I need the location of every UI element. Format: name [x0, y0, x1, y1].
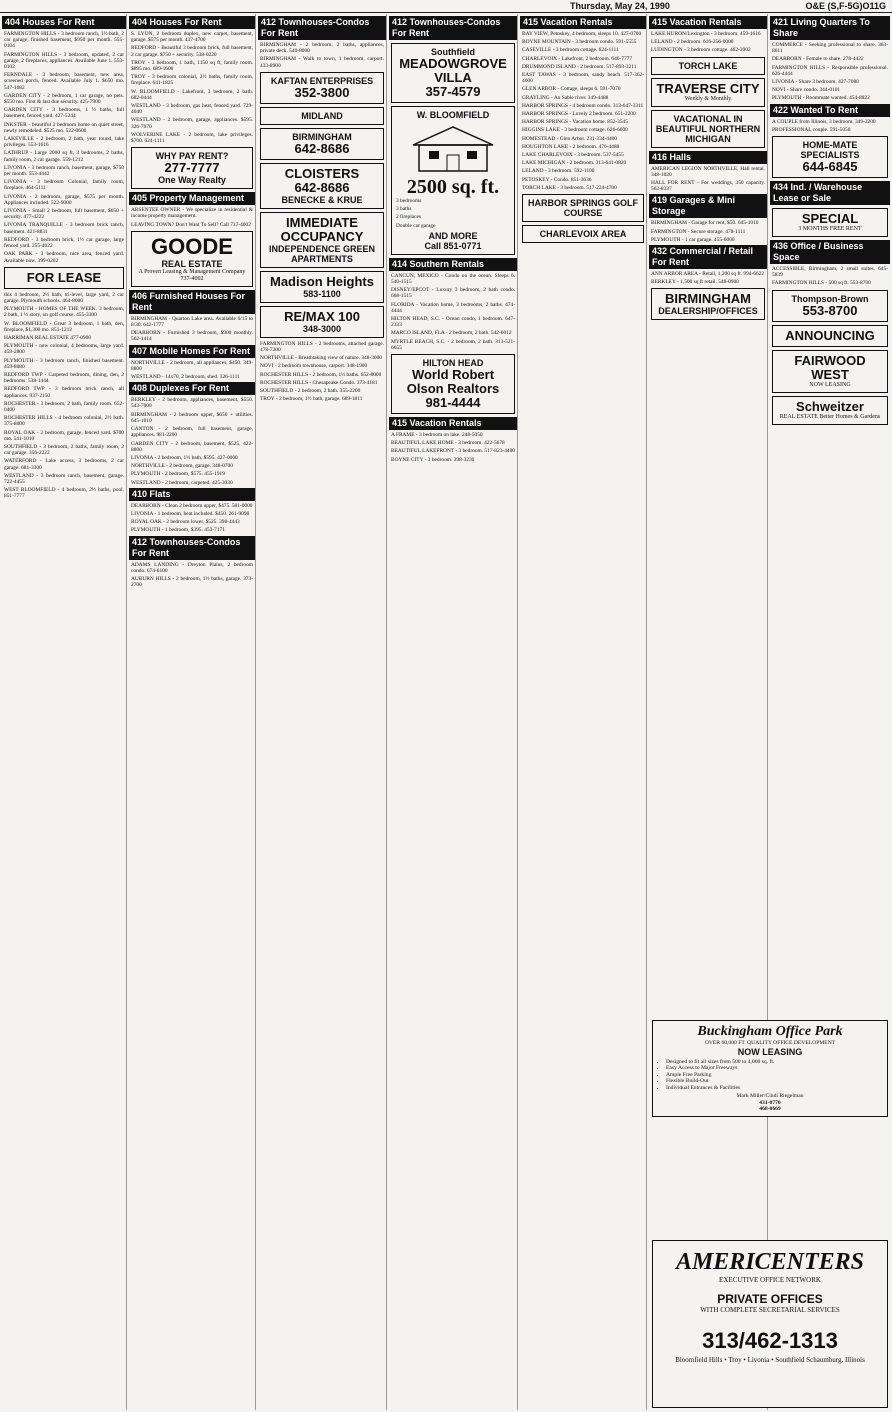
ad-list	[129, 316, 255, 343]
classified-ad: INKSTER - beautiful 3 bedroom home on quiet street, newly remodeled. $525 mo. 522-0600	[4, 121, 124, 134]
midland-ad	[260, 107, 384, 125]
world-phone: 981-4444	[425, 395, 481, 411]
section-heading: 414 Southern Rentals	[389, 258, 517, 271]
announcing-title: ANNOUNCING	[785, 327, 875, 343]
classified-ad: W. BLOOMFIELD - Great 3 bedroom, 1 bath, den, fireplace, $1,300 mo. 851-1212	[4, 320, 124, 333]
classified-ad: PLYMOUTH - new colonial, 4 bedrooms, large yard. 459-2800	[4, 343, 124, 356]
classified-ad: NOVI - 2 bedroom townhouse, carport. 348-1900	[260, 363, 368, 370]
feature-list	[394, 198, 512, 229]
classified-ad: Double car garage	[396, 222, 436, 229]
section-heading: 404 Houses For Rent	[2, 16, 126, 29]
ad-list	[2, 31, 126, 264]
classified-ad: LAKE CHARLEVOIX - 3 bedroom. 537-5455	[522, 152, 624, 159]
section-heading: 404 Houses For Rent	[129, 16, 255, 29]
classified-ad: LIVONIA - 2 bedroom, 1½ bath, $595. 427-0000	[131, 454, 238, 461]
ad-list	[2, 292, 126, 500]
bloomfield-label: W. BLOOMFIELD	[416, 110, 490, 120]
classified-ad: BOYNE MOUNTAIN - 3 bedroom condo. 591-5555	[522, 39, 637, 46]
special-title: SPECIAL	[801, 211, 859, 227]
birm-note: BIRMINGHAM	[665, 291, 751, 307]
section-heading: 415 Vacation Rentals	[649, 16, 767, 29]
page-folio: O&E (S,F-5G)O11G	[805, 1, 886, 11]
classified-ad: WESTLAND - 2 bedroom, garage, appliances. $595. 326-7070	[131, 117, 253, 130]
classified-ad: GRAYLING - Au Sable river. 349-4488	[522, 94, 609, 101]
classified-ad: HILTON HEAD, S.C. - Ocean condo, 1 bedroom. 647-2333	[391, 316, 515, 329]
independence-green: INDEPENDENCE GREEN APARTMENTS	[268, 243, 376, 264]
column-3	[258, 14, 387, 1410]
classified-ad: this 4 bedroom, 2½ bath, tri-level, large yard, 2 car garage. Plymouth schools. 464-8080	[4, 291, 124, 304]
charlevoix-ad	[522, 225, 644, 243]
classified-ad: TORCH LAKE - 3 bedroom. 517-224-4700	[522, 184, 617, 191]
classified-ad: FARMINGTON HILLS - 500 sq ft. 553-8700	[772, 280, 871, 287]
section-heading: 412 Townhouses-Condos For Rent	[389, 16, 517, 40]
birmingham-title: BIRMINGHAM	[292, 131, 352, 142]
buckingham-sub: OVER 60,000 FT. QUALITY OFFICE DEVELOPMENT	[704, 1040, 836, 1046]
ad-list	[129, 503, 255, 534]
bullet-item: • Individual Entrances & Facilities	[666, 1085, 884, 1092]
classified-ad: LELAND - 3 bedroom. 592-1100	[522, 168, 595, 175]
why-pay-rent-phone: 277-7777	[164, 160, 220, 176]
classified-ad: BIRMINGHAM - Walk to town, 1 bedroom, carport. 433-8900	[260, 56, 384, 69]
one-way-realty: One Way Realty	[158, 175, 226, 186]
ad-list	[129, 562, 255, 589]
column-2	[129, 14, 256, 1410]
section-heading: 436 Office / Business Space	[770, 240, 890, 264]
classified-ad: BIRMINGHAM - 2 bedroom, 2 baths, appliances, private deck. 540-8000	[260, 42, 384, 55]
classified-ad: LIVONIA - 3 bedroom ranch, basement, garage, $750 per month. 553-4442	[4, 164, 124, 178]
classified-ad: FARMINGTON HILLS - 3 bedroom, updated, 2 car garage, 2 fireplaces, appliances. Available June 1. 553-0102	[4, 51, 124, 71]
column-4	[389, 14, 518, 1410]
classified-ad: HARBOR SPRINGS - Lovely 2 bedroom. 651-2200	[522, 111, 636, 118]
why-pay-rent-ad	[131, 147, 253, 189]
cloisters-phone: 642-8686	[294, 179, 350, 195]
classified-ad: BEAUTIFUL LAKEFRONT - 3 bedroom. 517-823-4400	[391, 448, 515, 455]
kaftan-ad	[260, 72, 384, 104]
classified-ad: LIVONIA - 2 bedroom, garage, $575 per month. Appliances included. 522-9000	[4, 193, 124, 206]
classified-ad: HALL FOR RENT - For weddings, 350 capacity. 562-8337	[651, 180, 765, 193]
schweitzer-sub: REAL ESTATE Better Homes & Gardens	[779, 413, 881, 420]
classified-ad: LIVONIA - 1 bedroom, heat included. $450. 261-9090	[131, 510, 250, 517]
immediate-occupancy-ad	[260, 212, 384, 268]
classified-ad: FARMINGTON - Secure storage. 478-1111	[651, 228, 746, 235]
classified-ad: PLYMOUTH - 1 bedroom, $395. 453-7171	[131, 527, 225, 534]
ad-list	[258, 341, 386, 403]
classified-ad: CHARLEVOIX - Lakefront, 2 bedroom. 646-7777	[522, 55, 633, 62]
thompson-brown-ad	[772, 290, 888, 322]
ad-list	[649, 166, 767, 193]
ad-list	[129, 207, 255, 228]
traverse-title: TRAVERSE CITY	[656, 80, 760, 96]
ad-list	[649, 271, 767, 285]
classified-ad: PLYMOUTH - Roommate wanted. 454-8822	[772, 95, 870, 102]
classified-ad: FERNDALE - 3 bedroom, basement, new area, screened porch, fenced. Available July 1. $650 mo. 547-1082	[4, 72, 124, 91]
classified-ad: WESTLAND - 3 bedroom ranch, basement, garage. 722-4455	[4, 472, 124, 485]
classified-ad: FARMINGTON HILLS - 3 bedroom ranch, 1½ bath, 2 car garage, finished basement, $950 per month. 555-0104	[4, 31, 124, 50]
classified-ad: ABSENTEE OWNER - We specialize in residential & income property management.	[131, 207, 253, 220]
classified-ad: ROYAL OAK - 2 bedroom, garage, fenced yard. $700 mo. 541-1010	[4, 429, 124, 442]
classified-ad: S. LYON, 2 bedroom duplex, new carpet, basement, garage. $575 per month. 437-4700	[131, 31, 253, 44]
section-heading: 415 Vacation Rentals	[520, 16, 646, 29]
southfield-label: Southfield	[431, 47, 475, 57]
classified-ad: NORTHVILLE - 2 bedroom, all appliances, $450. 349-8800	[131, 359, 253, 372]
bullet-item: • Designed to fit all sizes from 500 to 4,000 sq. ft.	[666, 1059, 884, 1066]
ad-list	[389, 273, 517, 351]
classified-ad: TROY - 3 bedroom, 1 bath, 1150 sq ft, family room. $895 mo. 689-1600	[131, 59, 253, 73]
issue-date: Thursday, May 24, 1990	[570, 1, 670, 11]
classified-ad: W. BLOOMFIELD - Lakefront, 3 bedroom, 2 bath. 682-0444	[131, 88, 253, 101]
classified-ad: ROCHESTER HILLS - Chesapeake Condo. 373-4181	[260, 379, 378, 386]
americenters-headline: PRIVATE OFFICES	[717, 1292, 823, 1306]
classified-ad: WATERFORD - Lake access, 3 bedrooms, 2 car garage. 681-3300	[4, 458, 124, 471]
buckingham-phone: 431-0770	[759, 1099, 781, 1106]
classified-ad: GLEN ARBOR - Cottage, sleeps 6. 591-7070	[522, 86, 621, 93]
classified-ad: ROCHESTER HILLS - 2 bedroom, 1½ baths. 652-8000	[260, 371, 382, 378]
cloisters-title: CLOISTERS	[284, 165, 360, 181]
kaftan-title: KAFTAN ENTERPRISES	[270, 75, 374, 86]
section-heading: 407 Mobile Homes For Rent	[129, 345, 255, 358]
classified-ad: REDFORD TWP - Carpeted bedroom, dining, den, 2 bedrooms. 538-1444	[4, 371, 124, 385]
cloisters-ad	[260, 163, 384, 209]
classified-ad: 2 fireplaces	[396, 214, 421, 221]
buckingham-contact: Mark Miller/Cindi Riegelman	[736, 1093, 804, 1100]
and-more: AND MORE	[428, 230, 478, 241]
classified-ad: LEAVING TOWN? Don't Want To Sell? Call 737-4002	[131, 221, 251, 228]
classified-ad: CANTON - 2 bedroom, full basement, garage, appliances. 981-2200	[131, 426, 253, 439]
buckingham-title: Buckingham Office Park	[697, 1024, 843, 1039]
classified-ad: WOLVERINE LAKE - 2 bedroom, lake privileges. $700. 624-1111	[131, 131, 253, 145]
classified-ad: A FRAME - 3 bedroom on lake. 248-5050	[391, 432, 483, 439]
why-pay-rent-title: WHY PAY RENT?	[155, 151, 229, 162]
classified-ad: PLYMOUTH - 3 bedroom ranch, finished basement. 459-8080	[4, 357, 124, 370]
classified-ad: ACCESSIBLE, Birmingham, 2 small suites. 645-5839	[772, 266, 888, 279]
classified-ad: LAKE HURON/Lexington - 3 bedroom. 459-1616	[651, 31, 761, 37]
buckingham-phone-2: 468-0669	[759, 1106, 781, 1113]
meadowgrove-ad	[391, 43, 515, 103]
classified-ad: LATHRUP - Large 2000 sq ft, 3 bedrooms, 2 baths, family room, 2 car garage. 559-1212	[4, 150, 124, 163]
classified-ad: 3 bedrooms	[396, 198, 422, 204]
immediate-title: IMMEDIATE OCCUPANCY	[280, 214, 364, 244]
classified-ad: LIVONIA TRANQUILLE - 3 bedroom brick ranch, basement. 421-8831	[4, 222, 124, 235]
classified-ad: PLYMOUTH - HOMES OF THE WEEK. 3 bedroom, 2 bath, 1 ½ story, on golf course. 455-3300	[4, 306, 124, 319]
madison-title: Madison Heights	[269, 273, 374, 289]
masthead	[0, 0, 892, 13]
meadowgrove-title: MEADOWGROVE VILLA	[399, 56, 507, 85]
classified-ad: REDFORD TWP - 3 bedroom brick ranch, all appliances. 937-2150	[4, 386, 124, 399]
special-sub: 3 MONTHS FREE RENT	[798, 226, 862, 233]
section-heading: 432 Commercial / Retail For Rent	[649, 245, 767, 269]
section-heading: 410 Flats	[129, 488, 255, 501]
ad-list	[129, 360, 255, 381]
classified-ad: ANN ARBOR AREA - Retail, 1,200 sq ft. 994-6622	[651, 271, 765, 278]
classified-ad: EAST TAWAS - 3 bedroom, sandy beach. 517-362-4600	[522, 72, 644, 85]
americenters-logo: AMERICENTERS	[675, 1249, 865, 1275]
classified-ad: WESTLAND - 14x70, 2 bedroom, shed. 326-1111	[131, 374, 240, 381]
classified-ad: LUDINGTON - 3 bedroom cottage. 462-2002	[651, 47, 751, 54]
classified-ad: ROCHESTER - 3 bedroom, 2 bath, family room. 652-0400	[4, 400, 124, 413]
classified-ad: BIRMINGHAM - Garage for rent, $50. 645-1010	[651, 220, 759, 227]
ad-list	[770, 266, 890, 287]
classified-ad: HIGGINS LAKE - 3 bedroom cottage. 626-6600	[522, 127, 628, 134]
section-heading: 406 Furnished Houses For Rent	[129, 290, 255, 314]
classified-ad: BIRMINGHAM - Quarton Lake area. Available 6/15 to 8/30. 642-1777	[131, 315, 253, 329]
classified-ad: COMMERCE - Seeking professional to share. 363-8611	[772, 42, 888, 55]
bullet-item: • Easy Access to Major Freeways	[666, 1065, 884, 1072]
hilton-head-ad	[391, 354, 515, 414]
remax-title: RE/MAX 100	[284, 308, 360, 324]
section-heading: 408 Duplexes For Rent	[129, 382, 255, 395]
classified-ad: HARBOR SPRINGS - Vacation home. 852-3545	[522, 119, 628, 126]
goode-ad	[131, 231, 253, 287]
goode-logo: GOODE	[151, 233, 233, 259]
classified-ad: NORTHVILLE - Breathtaking view of nature. 348-3000	[260, 355, 382, 362]
classified-ad: BERKLEY - 2 bedroom, appliances, basement, $550. 543-7000	[131, 397, 253, 410]
classified-ad: FARMINGTON HILLS - 2 bedrooms, attached garage. 478-7200	[260, 340, 384, 354]
kaftan-phone: 352-3800	[294, 84, 350, 100]
classified-ad: PLYMOUTH - 2 bedroom, $575. 455-1919	[131, 471, 225, 478]
classified-ad: DEARBORN - Clean 2 bedroom upper, $475. 581-0000	[131, 502, 253, 509]
charlevoix-title: CHARLEVOIX AREA	[539, 229, 627, 240]
classified-ad: PETOSKEY - Condo. 851-3636	[522, 176, 592, 183]
classified-ad: CASEVILLE - 3 bedroom cottage. 624-1111	[522, 47, 619, 54]
classified-ad: BEAUTIFUL LAKE HOME - 3 bedroom. 422-5678	[391, 440, 505, 447]
for-lease-heading: FOR LEASE	[26, 269, 102, 285]
ad-list	[770, 42, 890, 102]
for-lease-box	[4, 267, 124, 289]
schweitzer-ad	[772, 396, 888, 425]
hilton-title: HILTON HEAD	[422, 358, 484, 369]
column-7	[770, 14, 890, 1410]
section-heading: 415 Vacation Rentals	[389, 417, 517, 430]
madison-heights-ad	[260, 271, 384, 303]
announcing-ad	[772, 325, 888, 347]
classified-ad: LAKEVILLE - 2 bedroom, 2 bath, year round, lake privileges. 553-1616	[4, 136, 124, 149]
classified-ad: BIRMINGHAM - 2 bedroom upper, $650 + utilities. 645-1010	[131, 411, 253, 424]
fairwood-title: FAIRWOOD WEST	[794, 352, 866, 382]
bullet-item: • Flexible Build-Out	[666, 1078, 884, 1085]
classified-ad: DRUMMOND ISLAND - 2 bedroom. 517-893-3211	[522, 63, 637, 70]
harbor-title: HARBOR SPRINGS GOLF COURSE	[527, 198, 638, 219]
classified-ad: BOYNE CITY - 3 bedroom. 398-3230	[391, 456, 475, 463]
classified-ad: FARMINGTON HILLS - Responsible professional. 626-4444	[772, 64, 888, 77]
americenters-sub: WITH COMPLETE SECRETARIAL SERVICES	[700, 1306, 840, 1314]
americenters-phone: 313/462-1313	[702, 1328, 838, 1353]
section-heading: 412 Townhouses-Condos For Rent	[129, 536, 255, 560]
classified-ad: LIVONIA - Small 2 bedroom, full basement, $650 + security. 477-4222	[4, 208, 124, 221]
classified-ad: HOUGHTON LAKE - 2 bedroom. 476-4488	[522, 143, 620, 150]
classified-ad: OAK PARK - 3 bedroom, nice area, fenced yard. Available now. 399-0202	[4, 251, 124, 264]
classified-ad: REDFORD - 3 bedroom brick, 1½ car garage, large fenced yard. 255-4022	[4, 236, 124, 250]
midland-title: MIDLAND	[301, 110, 343, 121]
vacational-title: VACATIONAL IN BEAUTIFUL NORTHERN MICHIGAN	[655, 113, 761, 144]
classified-ad: LAKE MICHIGAN - 2 bedroom. 313-641-0820	[522, 160, 627, 167]
remax-ad	[260, 306, 384, 338]
homemate-ad	[772, 136, 888, 178]
meadowgrove-phone: 357-4579	[425, 84, 481, 99]
classified-ad: DEARBORN - Female to share. 278-4422	[772, 56, 864, 63]
classified-ad: WESTLAND - 2 bedroom, carpeted. 425-3030	[131, 479, 233, 486]
ad-list	[520, 31, 646, 191]
homemate-phone: 644-6845	[802, 159, 858, 175]
classified-ad: HOMESTEAD - Glen Arbor. 231-334-4400	[522, 135, 618, 142]
schweitzer-title: Schweitzer	[796, 398, 864, 414]
classified-ad: LELAND - 2 bedroom. 616-256-0000	[651, 39, 734, 46]
classified-ad: A COUPLE from Illinois, 3 bedroom. 349-2200	[772, 118, 876, 125]
classified-ad: WESTLAND - 3 bedroom, gas heat, fenced yard. 729-4040	[131, 103, 253, 116]
classified-ad: FLORIDA - Vacation home, 3 bedrooms, 2 baths. 474-4444	[391, 301, 515, 314]
classified-ad: SOUTHFIELD - 2 bedroom, 2 bath. 355-2200	[260, 388, 361, 395]
classified-ad: LIVONIA - Share 3 bedroom. 427-7080	[772, 79, 859, 86]
classified-ad: WEST BLOOMFIELD - 4 bedroom, 2½ baths, pool. 851-7777	[4, 487, 124, 500]
classified-ad: HARBOR SPRINGS - 4 bedroom condo. 313-647-3311	[522, 102, 644, 109]
thompson-phone: 553-8700	[802, 302, 858, 318]
classified-ad: DEARBORN - Furnished 3 bedroom, $900 monthly. 562-1414	[131, 330, 253, 343]
classified-ad: AMERICAN LEGION NORTHVILLE, Hall rental. 348-1020	[651, 165, 765, 178]
section-heading: 412 Townhouses-Condos For Rent	[258, 16, 386, 40]
homemate-title: HOME-MATE SPECIALISTS	[800, 140, 860, 161]
birmingham-dealership-ad	[651, 288, 765, 320]
harbor-springs-ad	[522, 194, 644, 222]
americenters-ad	[652, 1240, 888, 1408]
ad-list	[770, 119, 890, 133]
torch-lake-ad	[651, 57, 765, 75]
traverse-sub: Weekly & Monthly	[684, 95, 732, 102]
ad-list	[129, 397, 255, 485]
classified-ad: ROYAL OAK - 2 bedroom lower, $525. 398-4443	[131, 519, 240, 526]
bullet-item: • Ample Free Parking	[666, 1072, 884, 1079]
classified-ad: LIVONIA - 3 bedroom Colonial, family room, fireplace. 464-5111	[4, 179, 124, 192]
classified-ad: MARCO ISLAND, FLA - 2 bedroom, 2 bath. 542-6012	[391, 330, 512, 337]
classified-ad: GARDEN CITY - 3 bedrooms, 1 ½ baths, full basement, fenced yard. 427-5244	[4, 107, 124, 120]
fairwood-ad	[772, 350, 888, 393]
classified-ad: SOUTHFIELD - 3 bedroom, 2 baths, family room, 2 car garage. 356-2222	[4, 443, 124, 457]
classified-ad: TROY - 3 bedroom colonial, 2½ baths, family room, fireplace. 641-1825	[131, 74, 253, 87]
call-phone: Call 851-0771	[424, 240, 482, 251]
classified-ad: MYRTLE BEACH, S.C. - 2 bedroom, 2 bath. 313-521-6655	[391, 338, 515, 351]
ad-list	[649, 31, 767, 54]
birmingham-ad	[260, 128, 384, 160]
ad-list	[649, 220, 767, 243]
section-heading: 419 Garages & Mini Storage	[649, 194, 767, 218]
goode-line: A Proven Leasing & Management Company 737-4002	[138, 268, 246, 282]
ad-list	[389, 432, 517, 463]
bloomfield-2500-ad	[391, 106, 515, 255]
ad-list	[129, 31, 255, 144]
section-heading: 421 Living Quarters To Share	[770, 16, 890, 40]
classified-ad: PROFESSIONAL couple. 591-5050	[772, 126, 851, 133]
traverse-city-ad	[651, 78, 765, 107]
northern-michigan-ad	[651, 110, 765, 148]
classified-ad: TROY - 2 bedroom, 1½ bath, garage. 689-1811	[260, 396, 363, 403]
classified-ad: ROCHESTER HILLS - 4 bedroom colonial, 2½ bath. 375-8000	[4, 415, 124, 428]
classified-ad: ADAMS LANDING - Dreyton Plains, 2 bedroom condo. 674-6100	[131, 561, 253, 574]
classified-ad: PLYMOUTH - 1 car garage. 455-6000	[651, 236, 735, 243]
column-6	[649, 14, 768, 1410]
column-1	[2, 14, 127, 1410]
classified-ad: GARDEN CITY - 2 bedroom, basement, $525. 422-8800	[131, 440, 253, 453]
column-5	[520, 14, 647, 1410]
americenters-tagline: EXECUTIVE OFFICE NETWORK	[719, 1276, 821, 1284]
special-ad	[772, 208, 888, 237]
classified-ad: AUBURN HILLS - 2 bedroom, 1½ baths, garage. 373-2700	[131, 575, 253, 589]
classified-ad: NORTHVILLE - 2 bedroom, garage. 348-0700	[131, 463, 233, 470]
buckingham-office-park-ad	[652, 1020, 888, 1117]
dealership-title: DEALERSHIP/OFFICES	[658, 306, 758, 317]
fairwood-sub: NOW LEASING	[809, 381, 851, 388]
classified-ad: 3 baths	[396, 206, 412, 213]
classified-ad: REDFORD - Beautiful 3 bedroom brick, full basement, 2 car garage. $750 + security. 538-0220	[131, 45, 253, 58]
section-heading: 405 Property Management	[129, 192, 255, 205]
madison-phone: 583-1100	[303, 288, 341, 299]
buckingham-bullets	[666, 1059, 884, 1092]
section-heading: 434 Ind. / Warehouse Lease or Sale	[770, 181, 890, 205]
goode-sub: REAL ESTATE	[161, 258, 223, 269]
classified-ad: NOVI - Share condo. 344-0101	[772, 87, 841, 94]
house-illustration	[403, 123, 503, 173]
buckingham-leasing: NOW LEASING	[737, 1046, 803, 1057]
ad-list	[258, 42, 386, 69]
section-heading: 416 Halls	[649, 151, 767, 164]
square-footage: 2500 sq. ft.	[406, 176, 500, 198]
classified-ad: CANCUN, MEXICO - Condo on the ocean. Sleeps 6. 540-1515	[391, 272, 515, 286]
americenters-locations: Bloomfield Hills • Troy • Livonia • Southfield Schaumburg, Illinois	[675, 1356, 865, 1364]
classified-ad: DISNEY/EPCOT - Luxury 3 bedroom, 2 bath condo. 668-1515	[391, 287, 515, 300]
benecke-krue: BENECKE & KRUE	[281, 194, 363, 205]
classified-ad: BAY VIEW, Petoskey, 4 bedroom, sleeps 10. 427-0700	[522, 31, 642, 37]
thompson-title: Thompson-Brown	[791, 293, 869, 304]
section-heading: 422 Wanted To Rent	[770, 104, 890, 117]
classified-ad: GARDEN CITY - 2 bedroom, 1 car garage, no pets. $550 mo. First & last due security. 425-7900	[4, 92, 124, 106]
classified-ad: HARRIMAN REAL ESTATE 477-0900	[4, 334, 91, 341]
classified-ad: BERKLEY - 1,500 sq ft retail. 548-0900	[651, 279, 739, 286]
birmingham-phone: 642-8686	[294, 140, 350, 156]
torch-title: TORCH LAKE	[678, 60, 738, 71]
remax-phone: 348-3000	[302, 323, 342, 334]
world-title: World Robert Olson Realtors	[406, 367, 500, 397]
